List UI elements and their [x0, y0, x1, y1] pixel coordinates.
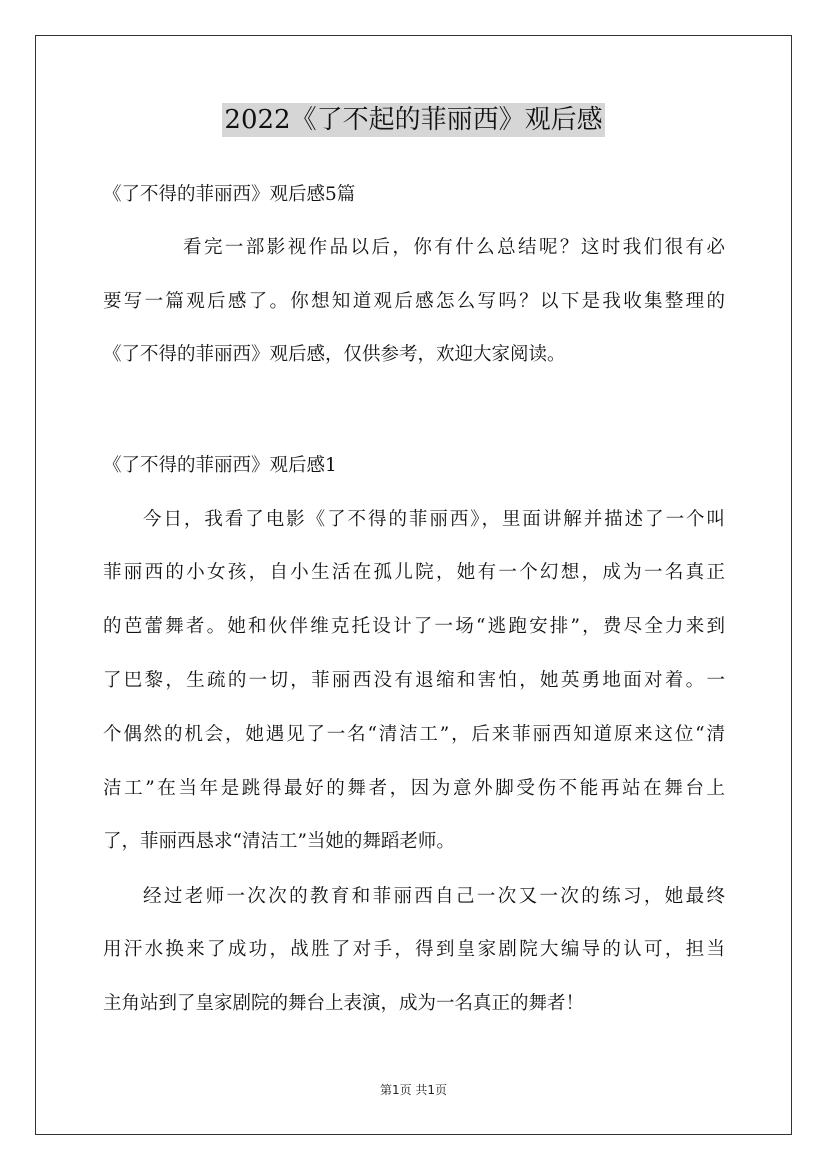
- paragraph-line: 菲丽西的小女孩，自小生活在孤儿院，她有一个幻想，成为一名真正: [103, 562, 725, 583]
- paragraph-line: 个偶然的机会，她遇见了一名“清洁工”，后来菲丽西知道原来这位“清: [103, 724, 725, 745]
- intro-line: 要写一篇观后感了。你想知道观后感怎么写吗？以下是我收集整理的: [103, 291, 725, 312]
- paragraph-line: 了巴黎，生疏的一切，菲丽西没有退缩和害怕，她英勇地面对着。一: [103, 670, 725, 691]
- page-footer: 第1页 共1页: [379, 1083, 448, 1097]
- intro-line: 看完一部影视作品以后，你有什么总结呢？这时我们很有必: [183, 237, 725, 258]
- paragraph-line: 经过老师一次次的教育和菲丽西自己一次又一次的练习，她最终: [143, 886, 725, 907]
- paragraph-line: 洁工”在当年是跳得最好的舞者，因为意外脚受伤不能再站在舞台上: [103, 778, 725, 799]
- document-title: [0, 98, 827, 142]
- section-heading: 《了不得的菲丽西》观后感1: [103, 455, 337, 476]
- paragraph-line: 今日，我看了电影《了不得的菲丽西》，里面讲解并描述了一个叫: [143, 509, 725, 530]
- intro-line: 《了不得的菲丽西》观后感，仅供参考，欢迎大家阅读。: [103, 344, 566, 365]
- document-title-text: 2022《了不起的菲丽西》观后感: [224, 105, 603, 135]
- document-subtitle: 《了不得的菲丽西》观后感5篇: [103, 184, 356, 205]
- paragraph-line: 了，菲丽西恳求“清洁工”当她的舞蹈老师。: [103, 831, 455, 852]
- paragraph-line: 主角站到了皇家剧院的舞台上表演，成为一名真正的舞者！: [103, 993, 585, 1014]
- paragraph-line: 的芭蕾舞者。她和伙伴维克托设计了一场“逃跑安排”，费尽全力来到: [103, 616, 725, 637]
- paragraph-line: 用汗水换来了成功，战胜了对手，得到皇家剧院大编导的认可，担当: [103, 939, 725, 960]
